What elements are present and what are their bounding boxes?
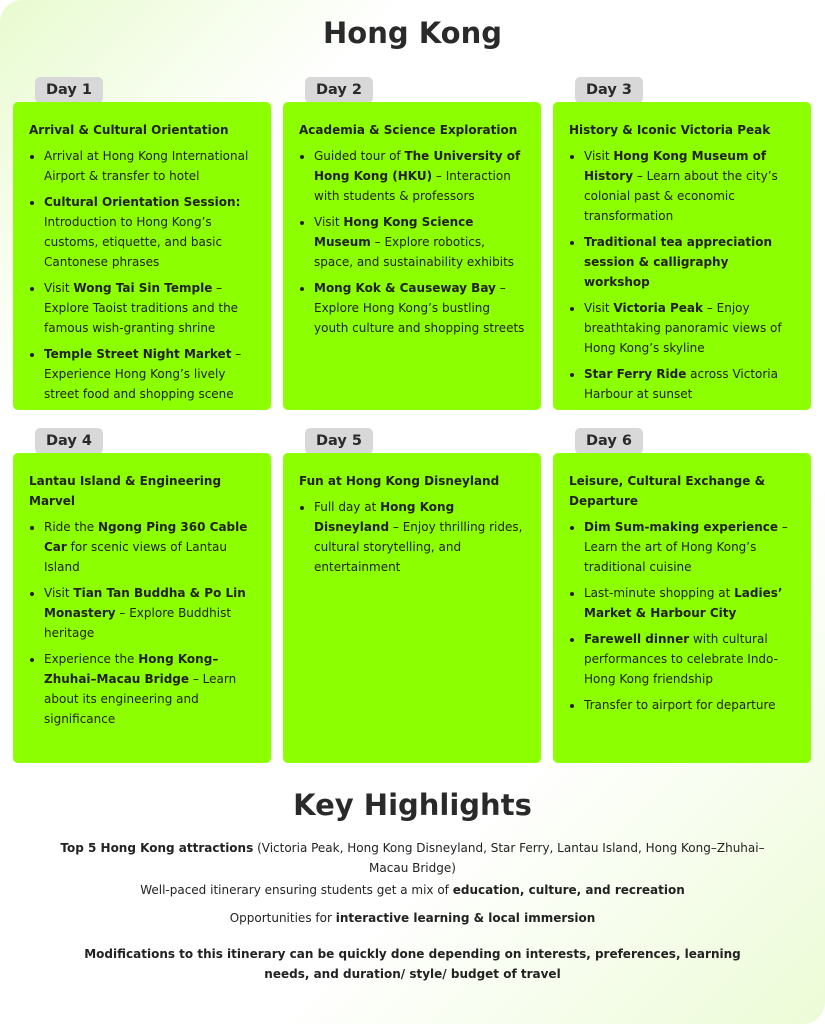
text: Full day at: [314, 500, 381, 514]
activity-list: [29, 146, 257, 404]
text: Visit: [584, 149, 614, 163]
page-title: Hong Kong: [323, 16, 502, 50]
day-title: Leisure, Cultural Exchange & Departure: [569, 474, 766, 508]
bold-text: Mong Kok & Causeway Bay: [314, 281, 496, 295]
text: – Enjoy thrilling rides, cultural storytelling, and entertainment: [314, 520, 523, 574]
day-card: [283, 102, 541, 410]
bold-text: Victoria Peak: [613, 301, 703, 315]
activity-item: [314, 212, 527, 272]
highlight-line: [60, 908, 765, 928]
highlight-line: [60, 838, 765, 878]
bold-text: The University of Hong Kong (HKU): [314, 149, 521, 183]
text: Opportunities for: [229, 911, 336, 925]
activity-item: [584, 517, 797, 577]
text: Transfer to airport for departure: [584, 698, 776, 712]
day-title: Academia & Science Exploration: [299, 123, 518, 137]
bold-text: Wong Tai Sin Temple: [73, 281, 213, 295]
text: Arrival at Hong Kong International Airport & transfer to hotel: [44, 149, 249, 183]
day-tab: Day 1: [35, 77, 103, 103]
activity-item: [44, 517, 257, 577]
activity-list: [29, 517, 257, 729]
activity-item: [44, 278, 257, 338]
day-tab: Day 6: [575, 428, 643, 454]
text: Ride the: [44, 520, 98, 534]
activity-item: [584, 583, 797, 623]
text: – Explore robotics, space, and sustainability exhibits: [314, 235, 515, 269]
day-title: Lantau Island & Engineering Marvel: [29, 474, 222, 508]
bold-text: Dim Sum-making experience: [584, 520, 779, 534]
text: – Experience Hong Kong’s lively street food and shopping scene: [44, 347, 242, 401]
text: Guided tour of: [314, 149, 405, 163]
text: Last-minute shopping at: [584, 586, 735, 600]
bold-text: Hong Kong–Zhuhai–Macau Bridge: [44, 652, 219, 686]
bold-text: Hong Kong Museum of History: [584, 149, 767, 183]
text: – Interaction with students & professors: [314, 169, 511, 203]
highlights-title: Key Highlights: [293, 788, 532, 822]
activity-item: [314, 146, 527, 206]
bold-text: Hong Kong Science Museum: [314, 215, 474, 249]
text: (Victoria Peak, Hong Kong Disneyland, Star Ferry, Lantau Island, Hong Kong–Zhuhai–Macau Bridge): [253, 841, 765, 875]
text: Visit: [44, 281, 74, 295]
activity-list: [299, 146, 527, 338]
activity-item: [584, 298, 797, 358]
bold-text: Traditional tea appreciation session & calligraphy workshop: [584, 235, 773, 289]
text: Visit: [44, 586, 74, 600]
day-card: [13, 453, 271, 763]
text: – Learn about its engineering and significance: [44, 672, 237, 726]
bold-text: interactive learning & local immersion: [335, 911, 596, 925]
activity-item: [44, 583, 257, 643]
text: – Enjoy breathtaking panoramic views of Hong Kong’s skyline: [584, 301, 782, 355]
text: Introduction to Hong Kong’s customs, etiquette, and basic Cantonese phrases: [44, 215, 223, 269]
day-title: Fun at Hong Kong Disneyland: [299, 474, 500, 488]
text: with cultural performances to celebrate Indo-Hong Kong friendship: [584, 632, 778, 686]
day-tab: Day 5: [305, 428, 373, 454]
day-card: [553, 102, 811, 410]
text: Visit: [584, 301, 614, 315]
activity-list: [569, 517, 797, 715]
text: across Victoria Harbour at sunset: [584, 367, 778, 401]
text: – Explore Hong Kong’s bustling youth culture and shopping streets: [314, 281, 525, 335]
activity-list: [569, 146, 797, 404]
activity-list: [299, 497, 527, 577]
activity-item: [584, 364, 797, 404]
day-tab: Day 4: [35, 428, 103, 454]
activity-item: [584, 146, 797, 226]
bold-text: Farewell dinner: [584, 632, 690, 646]
text: Well-paced itinerary ensuring students get a mix of: [140, 883, 453, 897]
bold-text: Modifications to this itinerary can be quickly done depending on interests, preferences, learning needs, and duration/ style/ budget of travel: [84, 947, 741, 981]
day-card: [553, 453, 811, 763]
bold-text: education, culture, and recreation: [452, 883, 685, 897]
highlight-line: [60, 880, 765, 900]
activity-item: [44, 344, 257, 404]
activity-item: [584, 629, 797, 689]
day-card: [283, 453, 541, 763]
bold-text: Ladies’ Market & Harbour City: [584, 586, 783, 620]
bold-text: Top 5 Hong Kong attractions: [60, 841, 254, 855]
day-tab: Day 2: [305, 77, 373, 103]
activity-item: [44, 649, 257, 729]
text: Experience the: [44, 652, 139, 666]
bold-text: Cultural Orientation Session:: [44, 195, 241, 209]
bold-text: Star Ferry Ride: [584, 367, 687, 381]
activity-item: [584, 695, 797, 715]
activity-item: [314, 278, 527, 338]
text: – Learn the art of Hong Kong’s traditional cuisine: [584, 520, 788, 574]
bold-text: Temple Street Night Market: [44, 347, 232, 361]
text: for scenic views of Lantau Island: [44, 540, 227, 574]
bold-text: Hong Kong Disneyland: [314, 500, 455, 534]
text: Visit: [314, 215, 344, 229]
bold-text: Tian Tan Buddha & Po Lin Monastery: [44, 586, 246, 620]
day-title: Arrival & Cultural Orientation: [29, 123, 229, 137]
activity-item: [44, 192, 257, 272]
activity-item: [314, 497, 527, 577]
activity-item: [584, 232, 797, 292]
bold-text: Ngong Ping 360 Cable Car: [44, 520, 248, 554]
day-card: [13, 102, 271, 410]
text: – Learn about the city’s colonial past & economic transformation: [584, 169, 778, 223]
day-tab: Day 3: [575, 77, 643, 103]
text: – Explore Taoist traditions and the famous wish-granting shrine: [44, 281, 239, 335]
activity-item: [44, 146, 257, 186]
highlight-line: [60, 944, 765, 984]
text: – Explore Buddhist heritage: [44, 606, 232, 640]
day-title: History & Iconic Victoria Peak: [569, 123, 771, 137]
